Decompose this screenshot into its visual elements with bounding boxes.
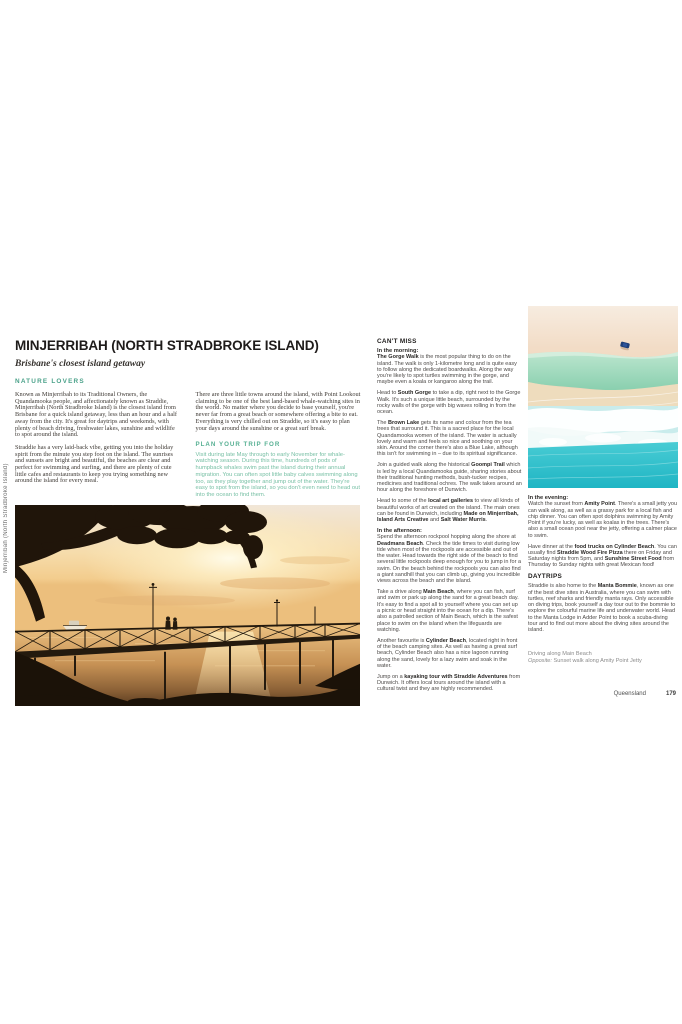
ocean: [528, 442, 678, 488]
food-trucks-para: Have dinner at the food trucks on Cylinder Beach. You can usually find Straddie Wood Fire Pizza there on Friday and Saturday nights from 5pm, and Sunshine Street Food from Thursday to Sunday nights with great Mexican food!: [528, 543, 677, 569]
intro-paragraph: Straddie has a very laid-back vibe, getting you into the holiday spirit from the minute you step foot on the island. The sunrises and sunsets are bright and beautiful, the beaches are clear and perfect for swimming and surfing, and there are plenty of cute little cafes and restaurants to keep you trying something new around the island for every meal.: [15, 443, 174, 485]
gorge-walk-para: The Gorge Walk is the most popular thing to do on the island. The walk is only 1-kilometre long and is quite easy to follow along the dedicated boardwalks. Along the way you're likely to spot turtles swimming in the gorge, and maybe even a koala or kangaroo along the trail.: [377, 354, 517, 386]
cant-miss-heading: CAN'T MISS: [377, 338, 417, 345]
right-page-column-1: [377, 336, 522, 697]
footer-page-number: 179: [665, 691, 676, 697]
daytrips-heading: DAYTRIPS: [528, 573, 563, 581]
evening-daytrips-text: [528, 495, 678, 634]
aerial-beach-photo: [528, 306, 678, 488]
evening-subheading: In the evening:: [528, 495, 569, 501]
goompi-trail-para: Join a guided walk along the historical Goompi Trail which is led by a local Quandamooka guide, sharing stories about their traditional hunting methods, bush-tucker recipes, medicines and traditional ochres. The walk takes around an hour along the foreshore of Dunwich.: [377, 462, 522, 494]
spine-label: Minjerribah (North Stradbroke Island): [3, 463, 9, 573]
page-subtitle: Brisbane's closest island getaway: [15, 359, 146, 369]
cylinder-beach-para: Another favourite is Cylinder Beach, located right in front of the beach camping sites. As well as having a great surf beach, Cylinder Beach also has a nice lagoon running along the sand, lovely for a lazy swim and soak in the water.: [377, 637, 518, 669]
intro-paragraph: There are three little towns around the island, with Point Lookout claiming to be one of the best land-based whale-watching sites in the world. No matter where you decide to base yourself, you're never far from a great beach or somewhere offering a bite to eat. Everything is very chilled out on Straddie, so it's easy to plan your days around the sunshine or a great surf break.: [195, 391, 361, 432]
amity-point-para: Watch the sunset from Amity Point. There's a small jetty you can walk along, as well as a grassy park for a local fish and chip dinner. You can often spot dolphins swimming by Amity Point if you're lucky, as well as koalas in the trees. There's also a small ocean pool near the jetty, offering a calmer place to swim.: [528, 501, 678, 539]
south-gorge-para: Head to South Gorge to take a dip, right next to the Gorge Walk. It's such a unique little beach, surrounded by the rocky walls of the gorge with big waves rolling in from the ocean.: [377, 390, 521, 416]
plan-your-trip-heading: PLAN YOUR TRIP FOR: [195, 441, 281, 449]
plan-your-trip-body: Visit during late May through to early November for whale-watching season. During this time, hundreds of pods of humpback whales swim past the island during their annual migration. You can often spot little baby calves swimming along too, as they play together and jump out of the water. They're easy to spot from the island, so you don't even need to head out into the ocean to find them.: [195, 451, 360, 498]
intro-column-2: [196, 392, 362, 505]
morning-subheading: In the morning:: [377, 348, 419, 354]
brown-lake-para: The Brown Lake gets its name and colour from the tea trees that surround it. This is a sacred place for the local Quandamooka women of the island. The water is actually lovely and warm and feels so nice and soothing on your skin. Around the corner there's also a Blue Lake, although this isn't for swimming in – due to its spiritual significance.: [377, 419, 518, 458]
afternoon-subheading: In the afternoon:: [377, 527, 422, 534]
manta-bommie-para: Straddie is also home to the Manta Bommie, known as one of the best dive sites in Australia, where you can swim with turtles, reef sharks and friendly manta rays. Only accessible on diving trips, book yourself a day tour out to the bommie to explore the colourful marine life and underwater world. Head to the Manta Lodge in Adder Point to book a scuba-diving tour and to find out more about the diving sites around the island.: [528, 583, 676, 634]
art-galleries-para: Head to some of the local art galleries to view all kinds of beautiful works of art created on the island. The main ones can be found in Dunwich, including Made on Minjerribah, Island Arts Creative and Salt Water Murris.: [377, 498, 520, 524]
deadmans-beach-para: Spend the afternoon rockpool hopping along the shore at Deadmans Beach. Check the tide times to visit during low tide when most of the rockpools are accessible and out of the water. Head towards the right side of the beach to find several little rockpools deep enough for you to jump in for a swim. On the beach behind the rockpools you can also find a giant sandhill that you can climb up, giving you incredible views across the beach and the island.: [377, 534, 521, 585]
page-footer: [528, 691, 676, 697]
audience-tag: NATURE LOVERS: [15, 378, 85, 385]
right-page-column-2: [528, 306, 678, 638]
intro-column-1: [15, 392, 181, 505]
intro-paragraph: Known as Minjerribah to its Traditional Owners, the Quandamooka people, and affectionately known as Straddie, Minjerribah (North Stradbroke Island) is the closest island from Brisbane for a quick island getaway, less than an hour and a half away from the city. It's great for daytrips and weekends, with plenty of beach driving, freshwater lakes, sunshine and wildlife to spot around the island.: [15, 391, 178, 439]
main-beach-para: Take a drive along Main Beach, where you can fish, surf and swim or park up along the sand for a great beach day. It's easy to find a spot all to yourself where you can set up a picnic or head straight into the ocean for a dip. There's also a patrolled section of Main Beach, which is the safest place to swim on the island when the lifeguards are watching.: [377, 589, 519, 633]
caption-amity-jetty: Opposite: Sunset walk along Amity Point Jetty: [528, 658, 642, 665]
page-title: MINJERRIBAH (NORTH STRADBROKE ISLAND): [15, 338, 319, 353]
caption-main-beach: Driving along Main Beach: [528, 651, 592, 657]
left-page: [15, 338, 361, 505]
photo-captions: [528, 651, 678, 665]
intro-columns: [15, 392, 361, 505]
sunset-jetty-photo: [15, 505, 360, 706]
kayaking-para: Jump on a kayaking tour with Straddie Adventures from Dunwich. It offers local tours around the island with a cultural twist and they are highly recommended.: [377, 673, 521, 693]
footer-section-label: Queensland: [613, 691, 646, 697]
